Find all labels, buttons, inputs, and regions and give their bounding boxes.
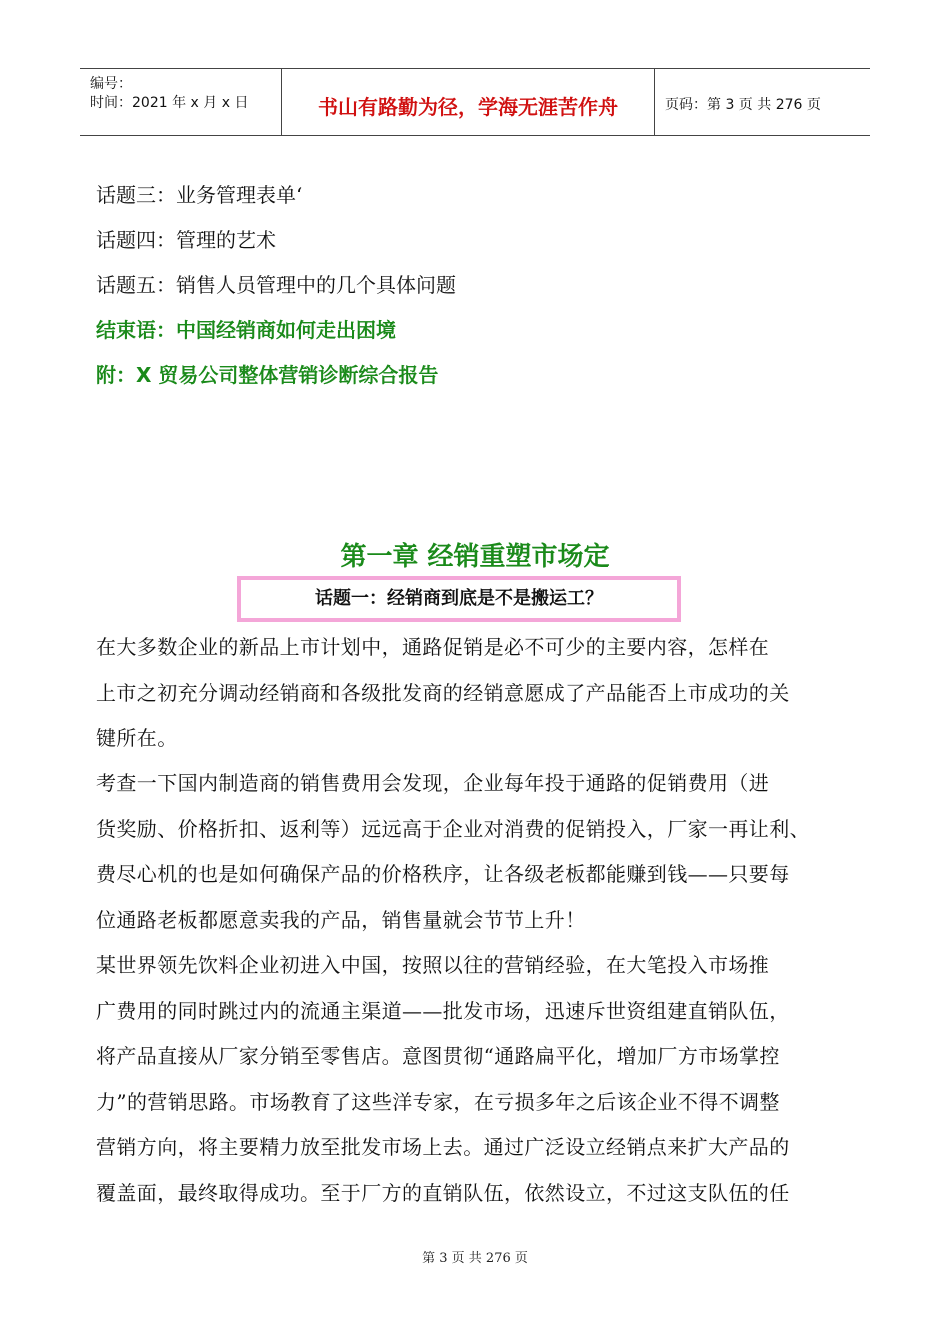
toc-item-appendix: 附：X 贸易公司整体营销诊断综合报告 bbox=[96, 363, 439, 387]
paragraph-line: 货奖励、价格折扣、返利等）远远高于企业对消费的促销投入，厂家一再让利、 bbox=[96, 816, 810, 841]
paragraph-line: 将产品直接从厂家分销至零售店。意图贯彻“通路扁平化，增加厂方市场掌控 bbox=[96, 1044, 780, 1068]
paragraph bbox=[96, 943, 860, 1216]
page-info: 页码：第 3 页 共 276 页 bbox=[665, 97, 821, 113]
paragraph-line: 位通路老板都愿意卖我的产品，销售量就会节节上升！ bbox=[96, 907, 586, 932]
page-header bbox=[80, 68, 870, 136]
paragraph-line: 考查一下国内制造商的销售费用会发现，企业每年投于通路的促销费用（进 bbox=[96, 771, 770, 795]
page-footer: 第 3 页 共 276 页 bbox=[422, 1251, 528, 1266]
header-middle-cell bbox=[282, 69, 655, 135]
number-label: 编号： bbox=[90, 76, 132, 92]
chapter-title: 第一章 经销重塑市场定 bbox=[340, 542, 610, 572]
header-right-cell bbox=[655, 69, 870, 135]
date-label: 时间：2021 年 x 月 x 日 bbox=[90, 95, 249, 111]
toc-item: 话题五：销售人员管理中的几个具体问题 bbox=[96, 273, 456, 297]
toc-item-conclusion: 结束语：中国经销商如何走出困境 bbox=[96, 318, 396, 342]
paragraph-line: 覆盖面，最终取得成功。至于厂方的直销队伍，依然设立，不过这支队伍的任 bbox=[96, 1180, 790, 1205]
paragraph-line: 上市之初充分调动经销商和各级批发商的经销意愿成了产品能否上市成功的关 bbox=[96, 680, 790, 705]
paragraph-line: 费尽心机的也是如何确保产品的价格秩序，让各级老板都能赚到钱——只要每 bbox=[96, 862, 790, 886]
motto: 书山有路勤为径，学海无涯苦作舟 bbox=[318, 95, 618, 119]
topic-title: 话题一：经销商到底是不是搬运工？ bbox=[237, 576, 681, 622]
toc-item: 话题四：管理的艺术 bbox=[96, 228, 276, 252]
paragraph-line: 键所在。 bbox=[96, 726, 178, 750]
paragraph bbox=[96, 761, 860, 943]
paragraph-line: 在大多数企业的新品上市计划中，通路促销是必不可少的主要内容，怎样在 bbox=[96, 635, 770, 659]
paragraph bbox=[96, 625, 860, 762]
paragraph-line: 力”的营销思路。市场教育了这些洋专家，在亏损多年之后该企业不得不调整 bbox=[96, 1089, 780, 1114]
toc-item: 话题三：业务管理表单‘ bbox=[96, 183, 303, 207]
paragraph-line: 营销方向，将主要精力放至批发市场上去。通过广泛设立经销点来扩大产品的 bbox=[96, 1135, 790, 1159]
header-left-cell bbox=[80, 69, 282, 135]
paragraph-line: 某世界领先饮料企业初进入中国，按照以往的营销经验，在大笔投入市场推 bbox=[96, 953, 770, 977]
paragraph-line: 广费用的同时跳过内的流通主渠道——批发市场，迅速斥世资组建直销队伍， bbox=[96, 998, 790, 1023]
